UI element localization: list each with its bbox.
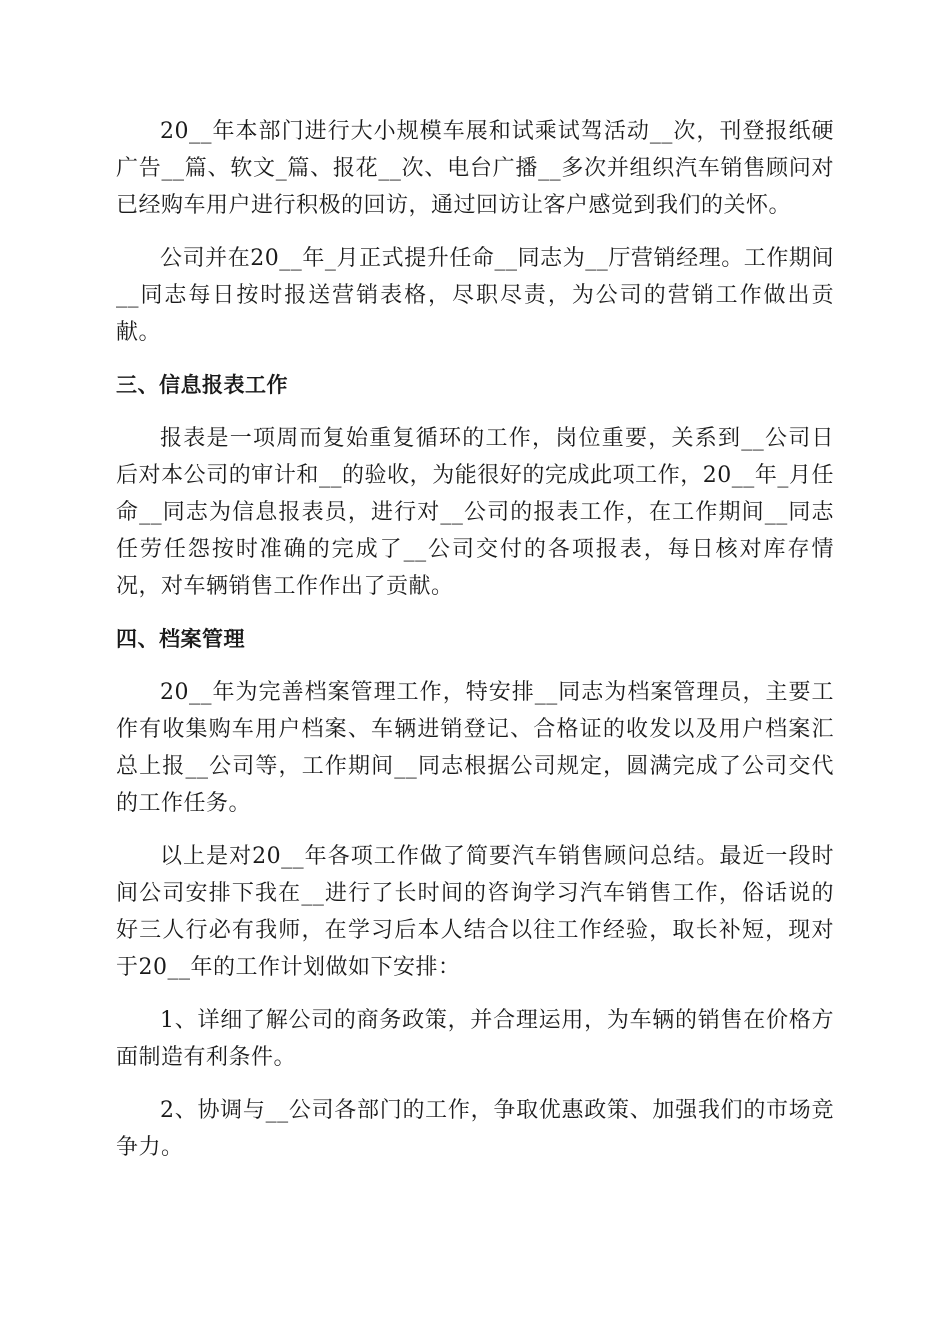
paragraph-appointment: 公司并在20__年_月正式提升任命__同志为__厅营销经理。工作期间__同志每日按时报送营销表格，尽职尽责，为公司的营销工作做出贡献。 <box>116 246 834 345</box>
list-item-plan-2: 2、协调与__公司各部门的工作，争取优惠政策、加强我们的市场竞争力。 <box>116 1098 834 1160</box>
section-heading-info-reports: 三、信息报表工作 <box>116 373 288 397</box>
section-heading-archives: 四、档案管理 <box>116 627 245 651</box>
paragraph-marketing-activities: 20__年本部门进行大小规模车展和试乘试驾活动__次，刊登报纸硬广告__篇、软文_篇、报花__次、电台广播__多次并组织汽车销售顾问对已经购车用户进行积极的回访，通过回访让客户感觉到我们的关怀。 <box>116 119 834 218</box>
paragraph-summary: 以上是对20__年各项工作做了简要汽车销售顾问总结。最近一段时间公司安排下我在__进行了长时间的咨询学习汽车销售工作，俗话说的好三人行必有我师，在学习后本人结合以往工作经验，取长补短，现对于20__年的工作计划做如下安排： <box>116 844 834 980</box>
list-item-plan-1: 1、详细了解公司的商务政策，并合理运用，为车辆的销售在价格方面制造有利条件。 <box>116 1008 834 1070</box>
paragraph-archives: 20__年为完善档案管理工作，特安排__同志为档案管理员，主要工作有收集购车用户档案、车辆进销登记、合格证的收发以及用户档案汇总上报__公司等，工作期间__同志根据公司规定，圆满完成了公司交代的工作任务。 <box>116 680 834 816</box>
paragraph-info-reports: 报表是一项周而复始重复循环的工作，岗位重要，关系到__公司日后对本公司的审计和__的验收，为能很好的完成此项工作，20__年_月任命__同志为信息报表员，进行对__公司的报表工作，在工作期间__同志任劳任怨按时准确的完成了__公司交付的各项报表，每日核对库存情况，对车辆销售工作作出了贡献。 <box>116 426 834 599</box>
document-body <box>116 113 834 1182</box>
